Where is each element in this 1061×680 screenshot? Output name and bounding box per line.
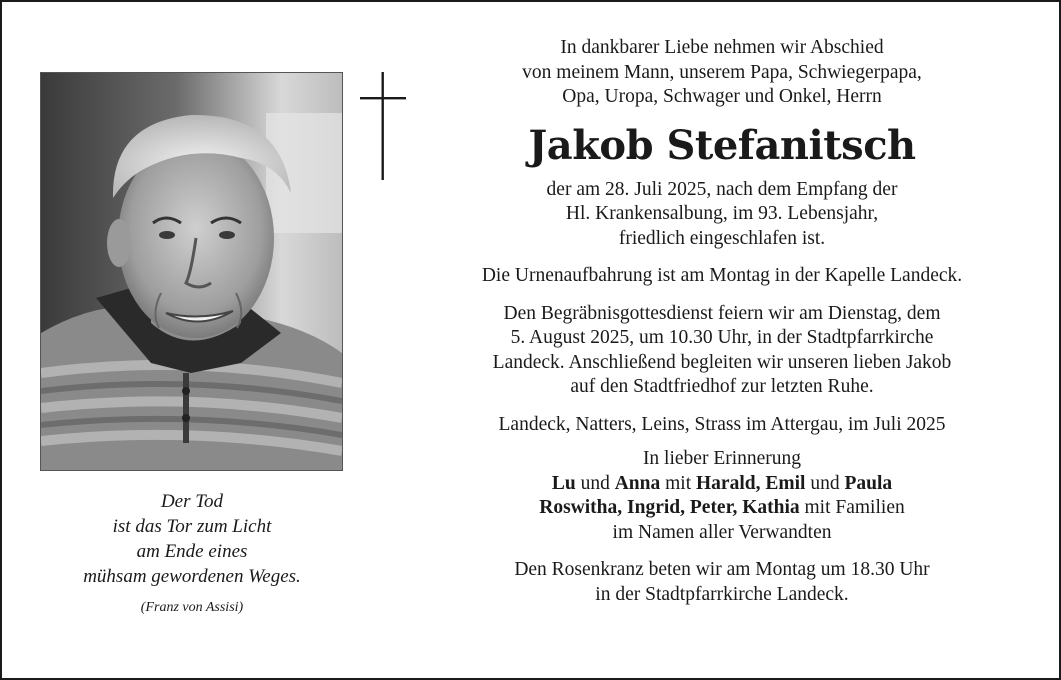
funeral-line: 5. August 2025, um 10.30 Uhr, in der Stadtpfarrkirche [510, 327, 934, 348]
family-name: Harald, Emil [696, 472, 806, 494]
family-name: Lu [551, 472, 576, 494]
funeral-line: Den Begräbnisgottesdienst feiern wir am Dienstag, dem [503, 302, 941, 324]
family-connector: und [580, 472, 610, 494]
family-name: Paula [844, 472, 893, 494]
intro-line: Opa, Uropa, Schwager und Onkel, Herrn [562, 86, 882, 107]
funeral-line: auf den Stadtfriedhof zur letzten Ruhe. [570, 376, 874, 397]
family-line-3: im Namen aller Verwandten [612, 521, 832, 543]
death-line: Hl. Krankensalbung, im 93. Lebensjahr, [565, 203, 879, 224]
family-connector: mit Familien [804, 497, 905, 518]
memory-heading: In lieber Erinnerung [642, 448, 802, 469]
deceased-name: Jakob Stefanitsch [528, 121, 916, 169]
funeral-line: Landeck. Anschließend begleiten wir unseren lieben Jakob [492, 351, 952, 373]
quote-line: am Ende eines [136, 541, 248, 562]
family-line-2 [412, 496, 1032, 521]
cross-icon [360, 72, 408, 180]
rosary-line: Den Rosenkranz beten wir am Montag um 18.30 Uhr [514, 559, 930, 580]
family-name: Roswitha, Ingrid, Peter, Kathia [539, 497, 800, 518]
intro-line: von meinem Mann, unserem Papa, Schwiegerpapa, [522, 61, 922, 83]
intro-line: In dankbarer Liebe nehmen wir Abschied [560, 37, 884, 58]
family-connector: mit [665, 472, 692, 494]
family-name: Anna [614, 472, 661, 494]
quote-line: ist das Tor zum Licht [112, 516, 272, 537]
urn-notice: Die Urnenaufbahrung ist am Montag in der Kapelle Landeck. [481, 265, 963, 286]
quote-author: (Franz von Assisi) [140, 600, 244, 615]
quote-line: Der Tod [160, 491, 224, 512]
quote-block [22, 489, 362, 617]
death-line: der am 28. Juli 2025, nach dem Empfang der [546, 178, 898, 200]
place-date: Landeck, Natters, Leins, Strass im Attergau, im Juli 2025 [498, 413, 946, 435]
family-connector: und [810, 472, 840, 494]
obituary-text [412, 36, 1032, 607]
rosary-line: in der Stadtpfarrkirche Landeck. [595, 583, 849, 605]
portrait-photo [40, 72, 343, 471]
death-line: friedlich eingeschlafen ist. [618, 227, 826, 249]
quote-line: mühsam gewordenen Weges. [83, 566, 301, 587]
family-line-1 [412, 472, 1032, 497]
